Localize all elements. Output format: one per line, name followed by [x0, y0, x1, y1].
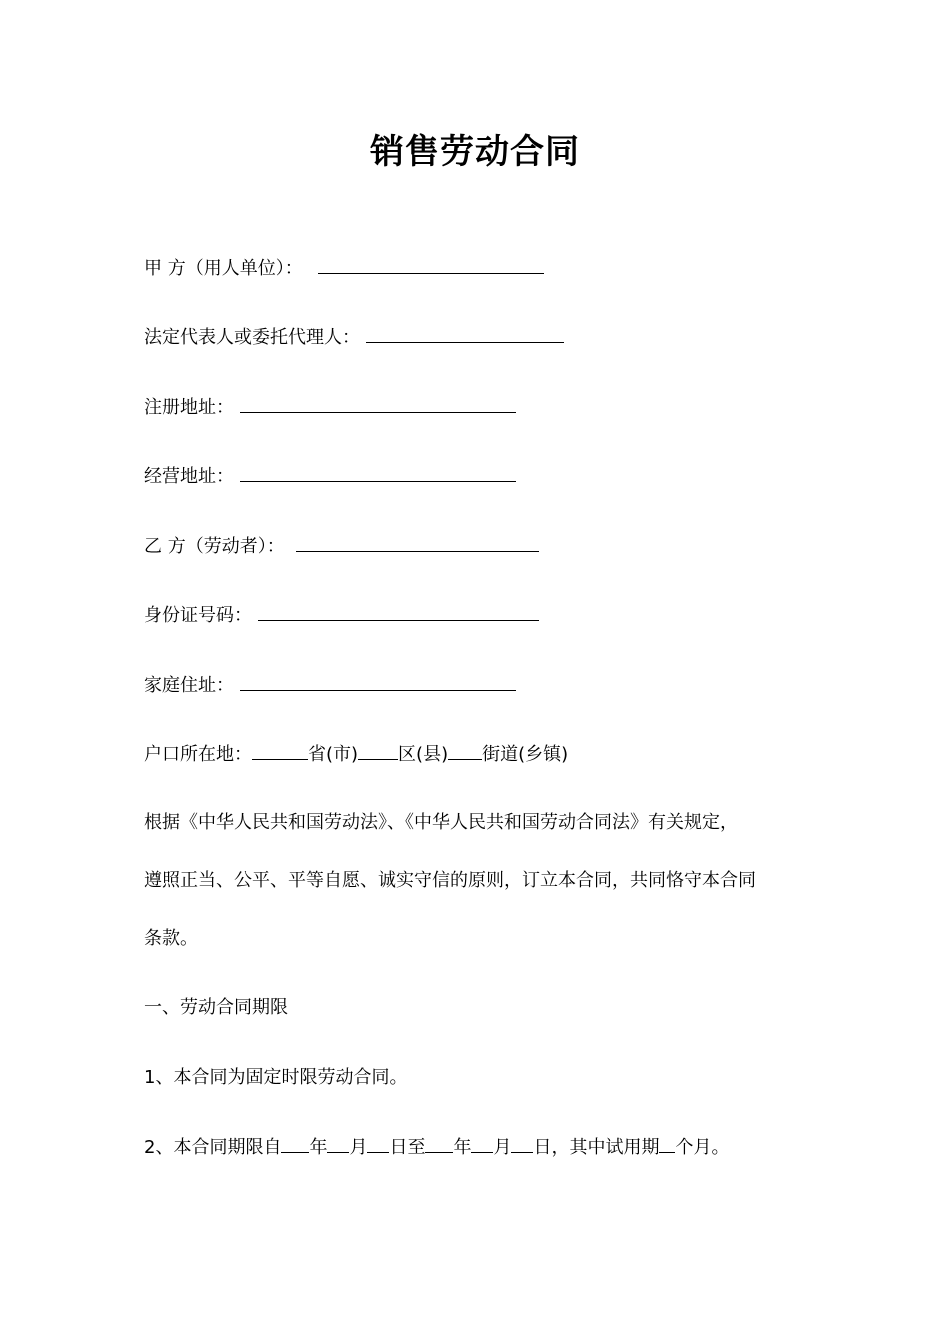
- intro-line-2: 遵照正当、公平、平等自愿、诚实守信的原则，订立本合同，共同恪守本合同: [144, 870, 756, 891]
- id-number-blank[interactable]: [258, 602, 539, 621]
- biz-address-line: [144, 463, 516, 490]
- party-a-line: [144, 255, 544, 282]
- biz-address-label: 经营地址：: [144, 466, 234, 487]
- hukou-district-blank[interactable]: [358, 741, 398, 760]
- reg-address-blank[interactable]: [240, 394, 516, 413]
- party-a-blank[interactable]: [318, 255, 544, 274]
- term-day-to-label: 日至: [389, 1137, 426, 1158]
- legal-rep-label: 法定代表人或委托代理人：: [144, 327, 360, 348]
- id-number-label: 身份证号码：: [144, 605, 252, 626]
- home-address-label: 家庭住址：: [144, 675, 234, 696]
- hukou-line: [144, 741, 568, 768]
- end-day-blank[interactable]: [511, 1134, 533, 1153]
- party-a-label: 甲 方（用人单位）：: [144, 258, 303, 279]
- start-month-blank[interactable]: [327, 1134, 349, 1153]
- hukou-street-blank[interactable]: [448, 741, 482, 760]
- start-year-blank[interactable]: [281, 1134, 309, 1153]
- term-month2-label: 月: [493, 1137, 512, 1158]
- term-prefix: 2、本合同期限自: [144, 1137, 282, 1158]
- party-b-line: [144, 533, 539, 560]
- reg-address-label: 注册地址：: [144, 397, 234, 418]
- hukou-province-blank[interactable]: [252, 741, 308, 760]
- hukou-label: 户口所在地：: [144, 744, 252, 765]
- home-address-blank[interactable]: [240, 672, 516, 691]
- id-number-line: [144, 602, 539, 629]
- term-suffix: 个月。: [675, 1137, 730, 1158]
- term-year2-label: 年: [453, 1137, 472, 1158]
- reg-address-line: [144, 394, 516, 421]
- section-1-item-2: [144, 1134, 729, 1161]
- legal-rep-line: [144, 324, 564, 351]
- home-address-line: [144, 672, 516, 699]
- intro-paragraph: [144, 810, 814, 984]
- document-title: 销售劳动合同: [370, 132, 580, 172]
- section-1-heading: 一、劳动合同期限: [144, 997, 288, 1018]
- party-b-label: 乙 方（劳动者）：: [144, 536, 285, 557]
- term-day-end-label: 日，其中试用期: [533, 1137, 660, 1158]
- hukou-street: 街道(乡镇): [482, 744, 569, 765]
- hukou-district: 区(县): [398, 744, 449, 765]
- legal-rep-blank[interactable]: [366, 324, 564, 343]
- biz-address-blank[interactable]: [240, 463, 516, 482]
- section-1-item-1: 1、本合同为固定时限劳动合同。: [144, 1067, 408, 1088]
- party-b-blank[interactable]: [296, 533, 539, 552]
- start-day-blank[interactable]: [367, 1134, 389, 1153]
- intro-line-3: 条款。: [144, 928, 198, 949]
- probation-blank[interactable]: [659, 1134, 675, 1153]
- hukou-province: 省(市): [308, 744, 359, 765]
- term-year-label: 年: [309, 1137, 328, 1158]
- intro-line-1: 根据《中华人民共和国劳动法》、《中华人民共和国劳动合同法》有关规定，: [144, 812, 738, 833]
- end-year-blank[interactable]: [425, 1134, 453, 1153]
- end-month-blank[interactable]: [471, 1134, 493, 1153]
- term-month-label: 月: [349, 1137, 368, 1158]
